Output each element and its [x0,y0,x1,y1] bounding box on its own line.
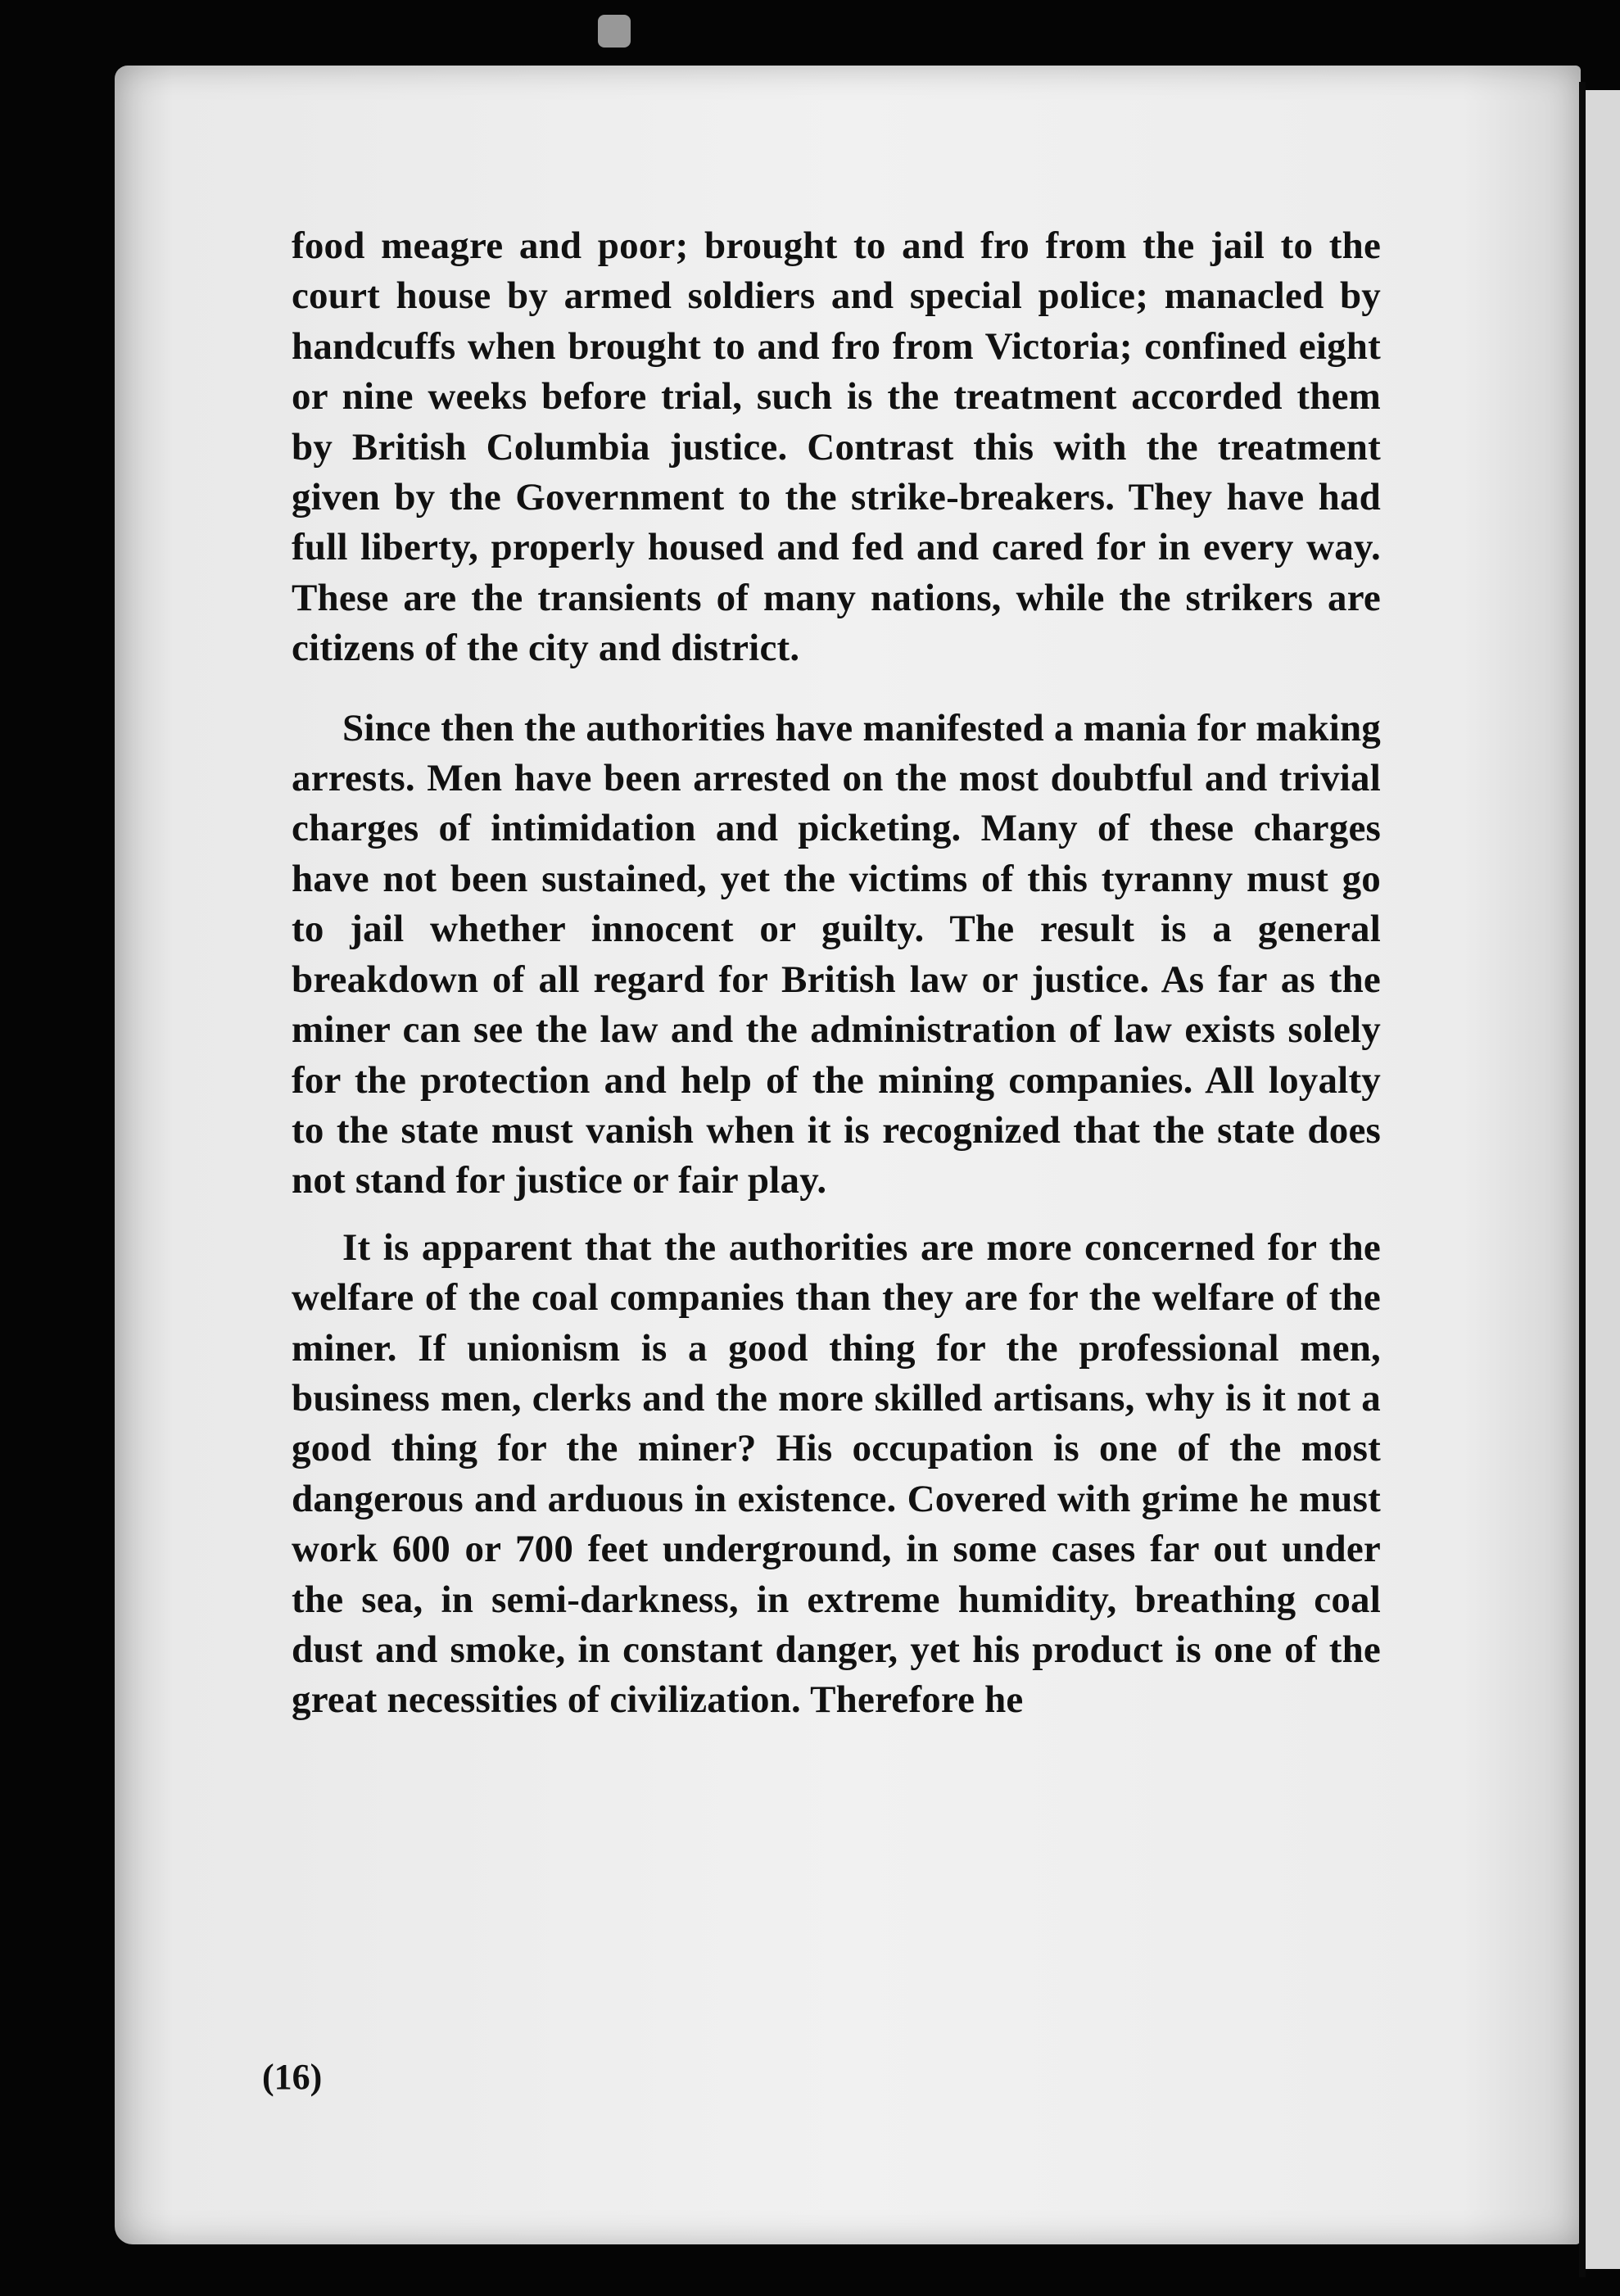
paragraph-2: Since then the authorities have manifested a mania for making arrests. Men have been arrested on the most doubtful and trivial charges of intimidation and picketing. Many of these charges have not been sustained, yet the victims of this tyranny must go to jail whether innocent or guilty. The result is a general breakdown of all regard for British law or justice. As far as the miner can see the law and the administration of law exists solely for the protection and help of the mining companies. All loyalty to the state must vanish when it is recognized that the state does not stand for justice or fair play. [292,706,1381,1202]
scan-speck [598,15,631,48]
adjacent-page-edge [1586,90,1620,2269]
page-number: (16) [262,2057,323,2097]
paragraph-3: It is apparent that the authorities are more concerned for the welfare of the coal companies than they are for the welfare of the miner. If unionism is a good thing for the professional men, business men, clerks and the more skilled artisans, why is it not a good thing for the miner? His occupation is one of the most dangerous and arduous in existence. Covered with grime he must work 600 or 700 feet underground, in some cases far out under the sea, in semi-darkness, in extreme humidity, breathing coal dust and smoke, in constant danger, yet his product is one of the great necessities of civilization. Therefore he [292,1225,1381,1722]
paragraph-1: food meagre and poor; brought to and fro from the jail to the court house by armed soldiers and special police; manacled by handcuffs when brought to and fro from Victoria; confined eight or nine weeks before trial, such is the treatment accorded them by British Columbia justice. Contrast this with the treatment given by the Government to the strike-breakers. They have had full liberty, properly housed and fed and cared for in every way. These are the transients of many nations, while the strikers are citizens of the city and district. [292,224,1381,670]
body-text [292,221,1381,1726]
page-gutter [1579,82,1586,2277]
